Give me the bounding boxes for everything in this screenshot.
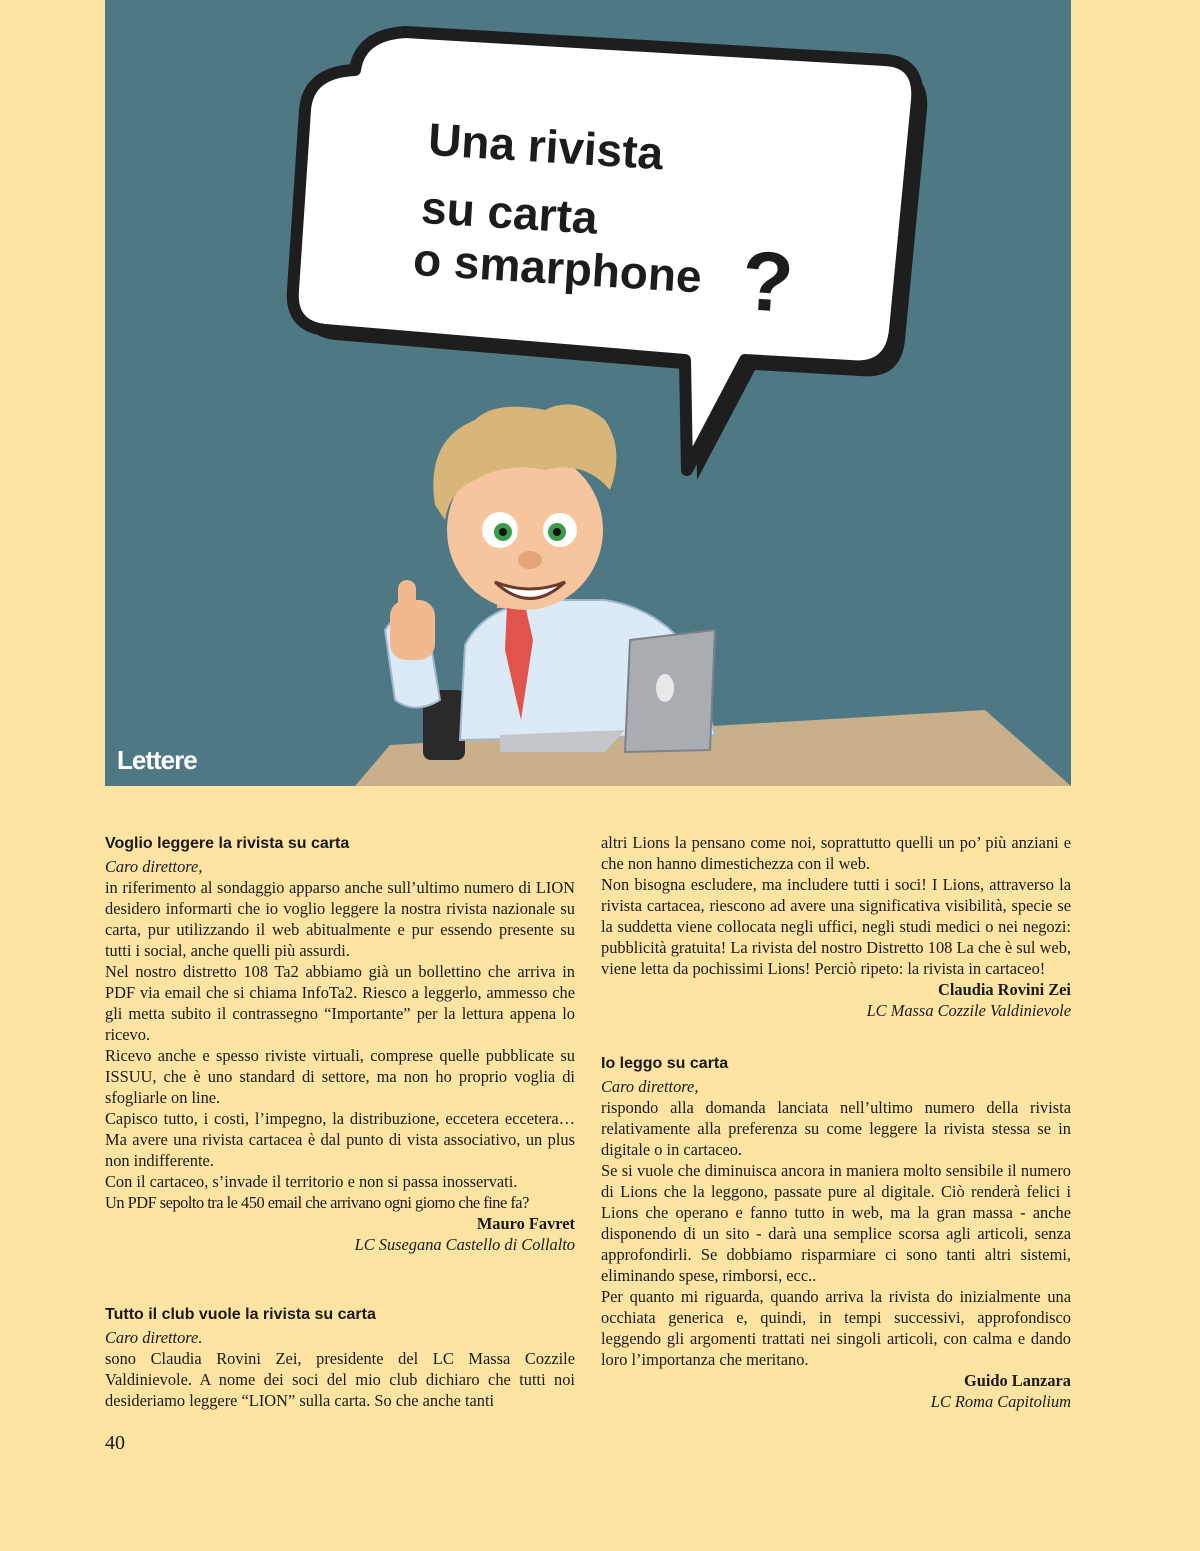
section-label: Lettere	[117, 745, 197, 775]
letter-2-paragraph: sono Claudia Rovini Zei, presidente del LC Massa Cozzile Valdinievole. A nome dei soci del mio club dichiaro che tutti noi desideriamo leggere “LION” sulla carta. So che anche tanti	[105, 1349, 575, 1410]
bubble-line-2: su carta	[419, 180, 600, 244]
bubble-text	[105, 0, 1071, 786]
letter-3-paragraph: Per quanto mi riguarda, quando arriva la rivista do inizialmente una occhiata generica e, quindi, in tempi successivi, approfondisco leggendo gli argomenti trattati nei singoli articoli, con calma e dando loro l’importanza che meritano.	[601, 1287, 1071, 1369]
letter-2-paragraph: altri Lions la pensano come noi, soprattutto quelli un po’ più anziani e che non hanno dimestichezza con il web.	[601, 833, 1071, 873]
bubble-line-3: o smarphone	[411, 232, 704, 303]
letter-1-paragraph: in riferimento al sondaggio apparso anche sull’ultimo numero di LION desidero informarti che io voglio leggere la nostra rivista nazionale su carta, pur utilizzando il web abitualmente e pur essendo presente su tutti i social, anche quelli più assurdi.	[105, 878, 575, 960]
page-number: 40	[105, 1432, 125, 1454]
letter-3-paragraph: Se si vuole che diminuisca ancora in maniera molto sensibile il numero di Lions che la leggono, passate pure al digitale. Ciò renderà felici i Lions che operano e fanno tutto in web, ma la gran massa - anche disponendo di un sito - darà una semplice scorsa agli articoli, senza approfondirli. Se dobbiamo risparmiare ci sono tanti altri sistemi, eliminando spese, rimborsi, ecc..	[601, 1161, 1071, 1285]
letter-2-author: Claudia Rovini Zei	[938, 980, 1071, 999]
letter-1-paragraph: Ricevo anche e spesso riviste virtuali, comprese quelle pubblicate su ISSUU, che è uno standard di settore, ma non ho proprio voglia di sfogliarle on line.	[105, 1046, 575, 1107]
column-right	[601, 832, 1071, 1412]
letter-3-salutation: Caro direttore,	[601, 1077, 699, 1096]
hero-illustration	[105, 0, 1071, 786]
letter-3-author: Guido Lanzara	[963, 1371, 1071, 1390]
letter-1-club: LC Susegana Castello di Collalto	[354, 1235, 575, 1254]
column-left	[105, 832, 575, 1411]
letter-1-paragraph: Un PDF sepolto tra le 450 email che arrivano ogni giorno che fine fa?	[105, 1193, 529, 1212]
letter-1-heading: Voglio leggere la rivista su carta	[105, 835, 350, 852]
letter-1-author: Mauro Favret	[476, 1214, 575, 1233]
letter-1-paragraph: Con il cartaceo, s’invade il territorio e non si passa inosservati.	[105, 1172, 518, 1191]
letter-1-paragraph: Nel nostro distretto 108 Ta2 abbiamo già un bollettino che arriva in PDF via email che si chiama InfoTa2. Riesco a leggerlo, ammesso che gli metta subito il contrassegno “Importante” per la lettura appena lo ricevo.	[105, 962, 575, 1044]
letter-2-club: LC Massa Cozzile Valdinievole	[866, 1001, 1071, 1020]
letter-2-heading: Tutto il club vuole la rivista su carta	[105, 1306, 376, 1323]
letter-3-heading: Io leggo su carta	[601, 1055, 729, 1072]
question-mark: ?	[739, 232, 797, 330]
letter-3-paragraph: rispondo alla domanda lanciata nell’ultimo numero della rivista relativamente alla preferenza su come leggere la rivista stessa se in digitale o in cartaceo.	[601, 1098, 1071, 1159]
letter-3-club: LC Roma Capitolium	[930, 1392, 1071, 1411]
letter-1-paragraph: Capisco tutto, i costi, l’impegno, la distribuzione, eccetera eccetera… Ma avere una rivista cartacea è dal punto di vista associativo, un plus non indifferente.	[105, 1109, 575, 1170]
bubble-line-1: Una rivista	[426, 112, 665, 180]
letter-2-salutation: Caro direttore.	[105, 1328, 203, 1347]
letter-1-salutation: Caro direttore,	[105, 857, 203, 876]
letter-2-paragraph: Non bisogna escludere, ma includere tutti i soci! I Lions, attraverso la rivista cartacea, riescono ad avere una significativa visibilità, specie se la suddetta viene collocata negli uffici, negli studi medici o nei negozi: pubblicità gratuita! La rivista del nostro Distretto 108 La che è sul web, viene letta da pochissimi Lions! Perciò ripeto: la rivista in cartaceo!	[601, 875, 1071, 978]
